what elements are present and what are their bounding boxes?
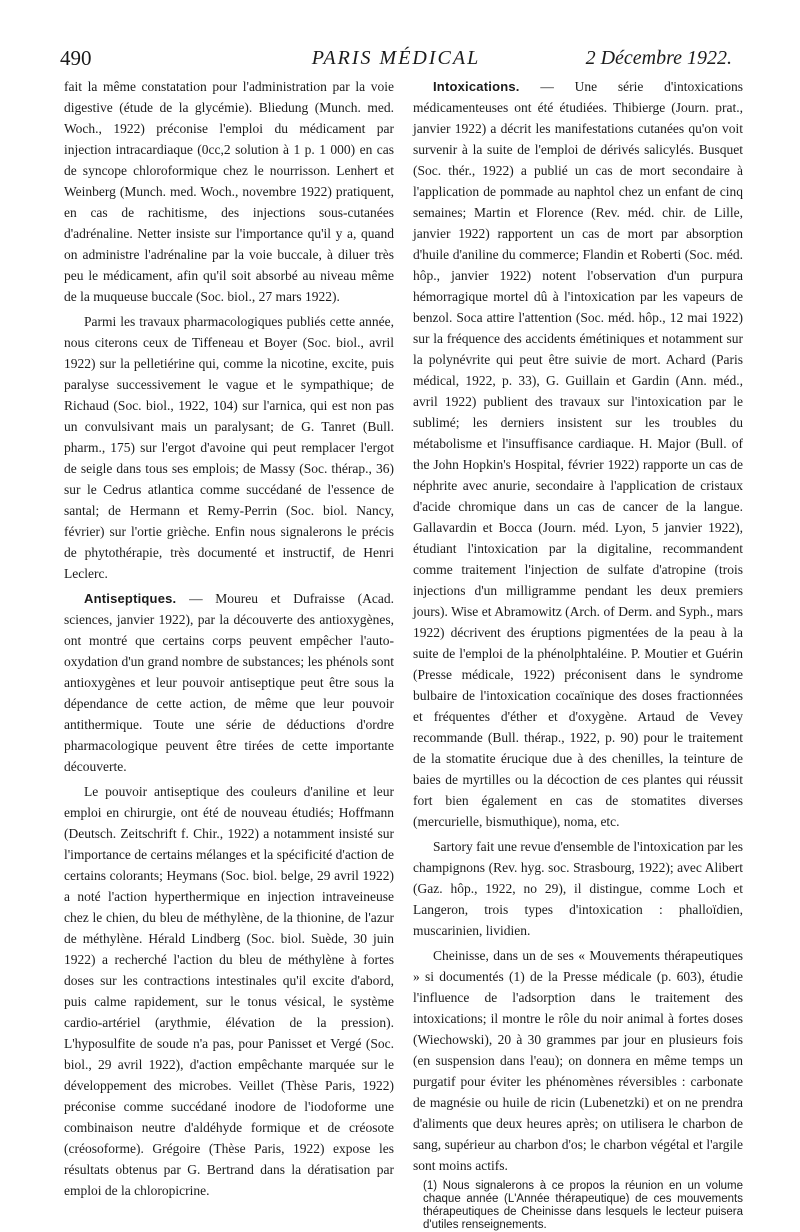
section-heading-antiseptiques: Antiseptiques.: [84, 591, 177, 606]
page-number: 490: [60, 46, 92, 70]
antiseptiques-body: — Moureu et Dufraisse (Acad. sciences, janvier 1922), par la découverte des antioxygènes, ont montré que certains corps peuvent empêcher l'auto-oxydation d'un grand nombre de substances; les phénols sont antioxygènes et leur pouvoir antiseptique peut être sous la dépendance de cette action, de même que leur pouvoir antithermique. Toute une série de déductions d'ordre pharmacologique peuvent être tirées de cette importante découverte.: [64, 591, 394, 774]
paragraph-intoxications: [413, 76, 743, 832]
intoxications-body: — Une série d'intoxications médicamenteuses ont été étudiées. Thibierge (Journ. prat., janvier 1922) a décrit les manifestations cutanées qu'on voit survenir à la suite de l'emploi de dérivés salicylés. Busquet (Soc. thér., 1922) a publié un cas de mort secondaire à l'application de pommade au naphtol chez un enfant de cinq semaines; Martin et Florence (Rev. méd. chir. de Lille, janvier 1922) rapportent un cas de mort par absorption d'huile d'aniline du commerce; Flandin et Roberti (Soc. méd. hôp., janvier 1922) notent l'observation d'un purpura hémorragique mortel dû à l'intoxication par les vapeurs de benzol. Soca attire l'attention (Soc. méd. hôp., 12 mai 1922) sur la fréquence des accidents émétiniques et notamment sur la polynévrite qui peut être suivie de mort. Achard (Paris médical, 1922, p. 33), G. Guillain et Gardin (Ann. méd., avril 1922) publient des travaux sur l'intoxication par le sublimé; les derniers insistent sur les troubles du métabolisme et l'insuffisance cardiaque. H. Major (Bull. of the John Hopkin's Hospital, février 1922) rapporte un cas de néphrite avec anurie, secondaire à l'application de cristaux d'acide chromique dans un cas de cancer de la langue. Gallavardin et Bocca (Journ. méd. Lyon, 5 janvier 1922), étudiant l'intoxication par la digitaline, recommandent comme traitement l'injection de sulfate d'atropine (trois injections d'un milligramme pendant les deux premiers jours). Wise et Abramowitz (Arch. of Derm. and Syph., mars 1922) décrivent des éruptions pigmentées de la peau à la suite de l'emploi de la phénolphtaléine. P. Moutier et Guérin (Presse médicale, 1922) préconisent dans le syndrome bulbaire de l'intoxication cocaïnique des doses fractionnées et fréquentes d'éther et d'oxygène. Artaud de Vevey recommande (Bull. thérap., 1922, p. 90) pour le traitement de la stomatite érucique due à des chenilles, la teinture de baies de myrtilles ou la décoction de ces plantes qui réussit fort bien également en cas de stomatites diverses (mercurielle, bismuthique), noma, etc.: [413, 79, 743, 829]
page-header: [60, 40, 732, 76]
left-column: [64, 76, 394, 1205]
issue-date: 2 Décembre 1922.: [585, 47, 732, 69]
paragraph-champignons: Sartory fait une revue d'ensemble de l'intoxication par les champignons (Rev. hyg. soc. Strasbourg, 1922); avec Alibert (Gaz. hôp., 1922, no 29), il distingue, comme Loch et Langeron, trois types d'intoxication : phalloïdien, muscarinien, lividien.: [413, 839, 744, 938]
section-heading-intoxications: Intoxications.: [433, 79, 520, 94]
paragraph-aniline: Le pouvoir antiseptique des couleurs d'aniline et leur emploi en chirurgie, ont été de nouveau étudiés; Hoffmann (Deutsch. Zeitschrift f. Chir., 1922) a notamment insisté sur l'importance de certains mélanges et la spécificité d'action de certains colorants; Heymans (Soc. biol. belge, 29 avril 1922) a noté l'action hyperthermique en injection intraveineuse chez le chien, du bleu de méthylène, de la thionine, de l'azur de méthylène. Hérald Lindberg (Soc. biol. Suède, 30 juin 1922) a recherché l'action du bleu de méthylène à fortes doses sur les contractions intestinales qu'il excite d'abord, puis calme rapidement, sur le tonus vésical, le système cardio-artériel (arythmie, élévation de la pression). L'hyposulfite de soude n'a pas, pour Panisset et Vergé (Soc. biol., 29 avril 1922), d'action empêchante marquée sur le développement des microbes. Veillet (Thèse Paris, 1922) préconise comme succédané inodore de l'iodoforme une combinaison neutre d'aldéhyde formique et de créosote (créosoforme). Grégoire (Thèse Paris, 1922) expose les résultats obtenus par G. Bertrand dans la dératisation par emploi de la chloropicrine.: [64, 784, 394, 1198]
paragraph-cheinisse: Cheinisse, dans un de ses « Mouvements thérapeutiques » si documentés (1) de la Presse médicale (p. 603), étudie l'influence de l'adsorption dans le traitement des intoxications; il montre le rôle du noir animal à fortes doses (Wiechowski), 20 à 30 grammes par jour en plusieurs fois (en suspension dans l'eau); on donnera en même temps un purgatif pour éviter les phénomènes réversibles : carbonate de magnésie ou huile de ricin (Lubenetzki) et on ne prendra d'aliments que deux heures après; on utilisera le charbon de sang, supérieur au charbon d'os; le charbon végétal et l'argile sont moins actifs.: [413, 948, 743, 1173]
paragraph-antiseptiques: [64, 588, 394, 777]
paragraph-pharmacology: Parmi les travaux pharmacologiques publiés cette année, nous citerons ceux de Tiffeneau et Boyer (Soc. biol., avril 1922) sur la pelletiérine qui, comme la nicotine, excite, puis paralyse successivement le vague et le sympathique; de Richaud (Soc. biol., 1922, 104) sur l'arnica, qui est non pas un convulsivant mais un paralysant; de G. Tanret (Bull. pharm., 175) sur l'ergot d'avoine qui peut remplacer l'ergot de seigle dans tous ses emplois; de Massy (Soc. thérap., 36) sur le Cedrus atlantica comme succédané de l'essence de santal; de Hermann et Remy-Perrin (Soc. biol. Nancy, février) sur l'ortie grièche. Enfin nous signalerons le précis de phytothérapie, très documenté et instructif, de Henri Leclerc.: [64, 314, 394, 581]
paragraph-adrenaline: fait la même constatation pour l'administration par la voie digestive (étude de la glycémie). Bliedung (Munch. med. Woch., 1922) préconise l'emploi du médicament par injection intracardiaque (0cc,2 solution à 1 p. 1 000) en cas de syncope chloroformique chez le nourrisson. Lenhert et Weinberg (Munch. med. Woch., novembre 1922) pratiquent, en cas de rachitisme, des injections sous-cutanées d'adrénaline. Netter insiste sur l'importance qu'il y a, quand on administre l'adrénaline par la voie buccale, à diluer très peu le médicament, afin qu'il soit absorbé au niveau même de la muqueuse buccale (Soc. biol., 27 mars 1922).: [64, 79, 394, 304]
right-column: [413, 76, 743, 1232]
footnote: (1) Nous signalerons à ce propos la réunion en un volume chaque année (L'Année thérapeutique) de ces mouvements thérapeutiques de Cheinisse dans lesquels le lecteur puisera d'utiles renseignements.: [423, 1180, 743, 1231]
journal-title: PARIS MÉDICAL: [311, 47, 481, 69]
